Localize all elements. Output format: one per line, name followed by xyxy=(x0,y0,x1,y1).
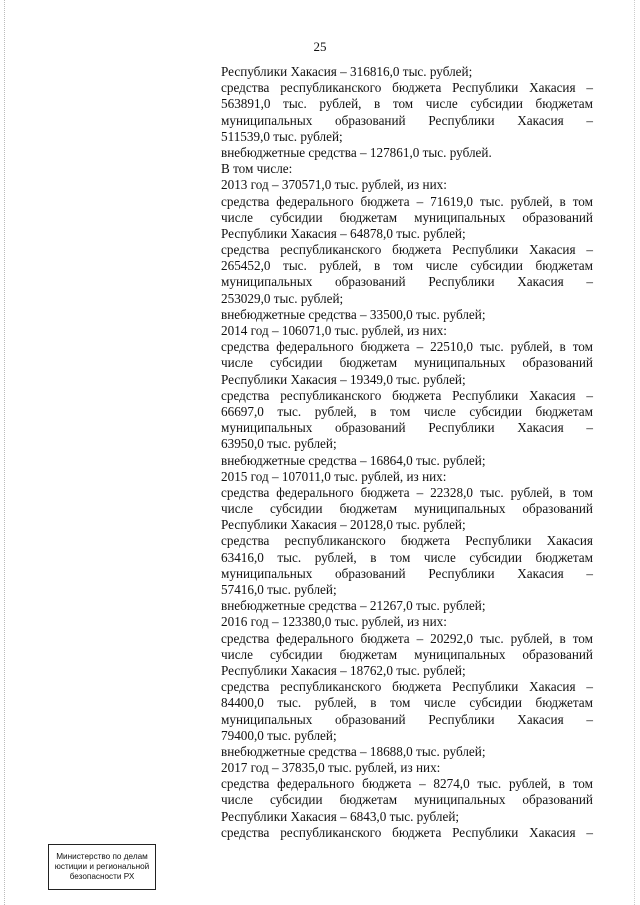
text-line: Республики Хакасия – 19349,0 тыс. рублей; xyxy=(221,371,466,387)
text-line: 84400,0 тыс. рублей, в том числе субсидии бюджетам xyxy=(221,695,593,711)
text-line: 253029,0 тыс. рублей; xyxy=(221,290,344,306)
text-line: 2014 год – 106071,0 тыс. рублей, из них: xyxy=(221,323,447,338)
text-line: Республики Хакасия – 6843,0 тыс. рублей; xyxy=(221,808,460,824)
text-line: средства республиканского бюджета Республики Хакасия xyxy=(221,533,593,549)
text-line: средства федерального бюджета – 8274,0 тыс. рублей, в том xyxy=(221,776,593,792)
text-line: 511539,0 тыс. рублей; xyxy=(221,128,343,144)
text-line: внебюджетные средства – 33500,0 тыс. рублей; xyxy=(221,306,486,322)
text-line: 2016 год – 123380,0 тыс. рублей, из них: xyxy=(221,614,447,630)
text-line: муниципальных образований Республики Хакасия – xyxy=(221,711,593,727)
text-line: числе субсидии бюджетам муниципальных образований xyxy=(221,355,593,371)
text-line: 2013 год – 370571,0 тыс. рублей, из них: xyxy=(221,177,447,193)
text-line: Республики Хакасия – 18762,0 тыс. рублей; xyxy=(221,662,466,678)
text-line: Республики Хакасия – 20128,0 тыс. рублей; xyxy=(221,517,466,533)
text-line: муниципальных образований Республики Хакасия – xyxy=(221,112,593,128)
text-line: средства республиканского бюджета Республики Хакасия – xyxy=(221,679,593,695)
text-line: внебюджетные средства – 18688,0 тыс. рублей; xyxy=(221,743,486,759)
text-line: средства федерального бюджета – 71619,0 тыс. рублей, в том xyxy=(221,193,593,209)
text-line: Республики Хакасия – 316816,0 тыс. рублей; xyxy=(221,64,473,79)
text-line: числе субсидии бюджетам муниципальных образований xyxy=(221,646,593,662)
text-line: внебюджетные средства – 127861,0 тыс. рублей. xyxy=(221,144,492,160)
text-line: 563891,0 тыс. рублей, в том числе субсидии бюджетам xyxy=(221,96,593,112)
left-margin-rule xyxy=(4,0,6,905)
stamp-line-1: Министерство по делам xyxy=(56,852,148,861)
text-line: 265452,0 тыс. рублей, в том числе субсидии бюджетам xyxy=(221,258,593,274)
text-line: числе субсидии бюджетам муниципальных образований xyxy=(221,501,593,517)
text-line: Республики Хакасия – 64878,0 тыс. рублей; xyxy=(221,225,466,241)
text-line: 2015 год – 107011,0 тыс. рублей, из них: xyxy=(221,468,447,484)
text-line: муниципальных образований Республики Хакасия – xyxy=(221,565,593,581)
text-line: внебюджетные средства – 21267,0 тыс. рублей; xyxy=(221,598,486,614)
text-line: муниципальных образований Республики Хакасия – xyxy=(221,274,593,290)
text-line: муниципальных образований Республики Хакасия – xyxy=(221,420,593,436)
stamp-line-3: безопасности РХ xyxy=(69,872,135,881)
page-number: 25 xyxy=(313,39,327,54)
text-line: числе субсидии бюджетам муниципальных образований xyxy=(221,792,593,808)
text-line: средства республиканского бюджета Республики Хакасия – xyxy=(221,242,593,258)
text-line: 63950,0 тыс. рублей; xyxy=(221,436,337,452)
text-line: 57416,0 тыс. рублей; xyxy=(221,582,337,597)
text-line: средства федерального бюджета – 22328,0 тыс. рублей, в том xyxy=(221,484,593,500)
text-line: 66697,0 тыс. рублей, в том числе субсидии бюджетам xyxy=(221,403,593,419)
text-line: 79400,0 тыс. рублей; xyxy=(221,727,337,743)
text-line: 2017 год – 37835,0 тыс. рублей, из них: xyxy=(221,760,441,776)
registration-stamp xyxy=(48,844,156,890)
text-line: В том числе: xyxy=(221,161,293,177)
document-body xyxy=(221,64,593,841)
text-line: числе субсидии бюджетам муниципальных образований xyxy=(221,209,593,225)
text-line: средства республиканского бюджета Республики Хакасия – xyxy=(221,387,593,403)
text-line: средства федерального бюджета – 20292,0 тыс. рублей, в том xyxy=(221,630,593,646)
text-line: средства республиканского бюджета Республики Хакасия – xyxy=(221,80,593,96)
right-margin-rule xyxy=(634,0,636,905)
text-line: средства федерального бюджета – 22510,0 тыс. рублей, в том xyxy=(221,339,593,355)
text-line: 63416,0 тыс. рублей, в том числе субсидии бюджетам xyxy=(221,549,593,565)
stamp-line-2: юстиции и региональной xyxy=(54,862,150,871)
text-line: средства республиканского бюджета Республики Хакасия – xyxy=(221,824,593,840)
text-line: внебюджетные средства – 16864,0 тыс. рублей; xyxy=(221,452,486,468)
